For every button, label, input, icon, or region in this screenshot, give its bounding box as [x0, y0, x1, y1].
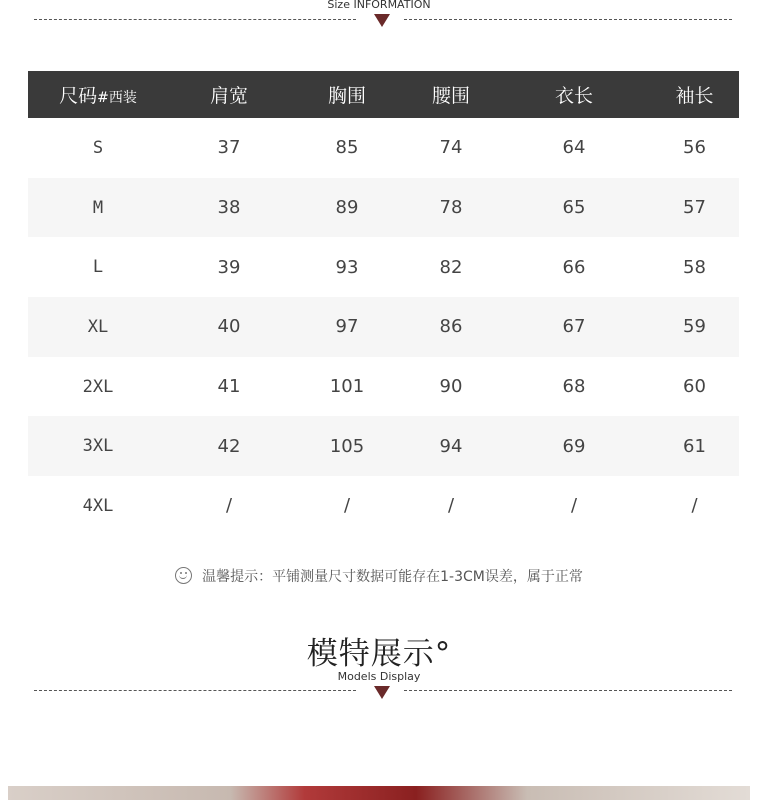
cell-size: M — [28, 178, 168, 238]
cell-shoulder: 38 — [168, 178, 290, 238]
size-info-header — [0, 0, 758, 30]
table-row — [28, 178, 739, 238]
divider-left — [34, 19, 356, 20]
cell-chest: 85 — [335, 137, 359, 159]
cell-shoulder: 42 — [168, 416, 290, 476]
size-info-subtitle: Size INFORMATION — [327, 0, 431, 11]
cell-size: S — [92, 137, 104, 158]
col-chest: 胸围 — [290, 71, 404, 118]
triangle-marker-icon — [374, 686, 390, 699]
smile-icon — [175, 567, 192, 584]
table-header-row — [28, 71, 739, 118]
cell-waist: 90 — [439, 376, 463, 398]
cell-sleeve: 59 — [650, 297, 739, 357]
cell-chest: 97 — [290, 297, 404, 357]
cell-length: 69 — [498, 416, 650, 476]
cell-length: 68 — [562, 376, 586, 398]
table-row — [28, 357, 739, 417]
cell-length: 65 — [498, 178, 650, 238]
cell-chest: 101 — [329, 376, 365, 398]
cell-waist: 94 — [404, 416, 498, 476]
cell-length: 67 — [498, 297, 650, 357]
models-title: 模特展示° — [306, 636, 452, 672]
cell-sleeve: 60 — [683, 376, 706, 398]
divider-right — [404, 690, 732, 691]
table-row — [28, 416, 739, 476]
cell-chest: 105 — [290, 416, 404, 476]
cell-sleeve: / — [691, 495, 698, 517]
divider-right — [404, 19, 732, 20]
model-photo — [8, 786, 750, 800]
cell-size: 4XL — [82, 495, 114, 516]
cell-waist: 78 — [404, 178, 498, 238]
measurement-note-text: 温馨提示：平铺测量尺寸数据可能存在1-3CM误差，属于正常 — [202, 569, 583, 585]
cell-length: 66 — [562, 256, 586, 278]
cell-shoulder: 37 — [217, 137, 241, 159]
cell-chest: 89 — [290, 178, 404, 238]
cell-sleeve: 58 — [683, 256, 706, 278]
cell-sleeve: 61 — [650, 416, 739, 476]
cell-waist: 74 — [439, 137, 463, 159]
cell-shoulder: 39 — [217, 256, 241, 278]
cell-shoulder: 40 — [168, 297, 290, 357]
table-row — [28, 118, 739, 178]
col-size — [28, 71, 168, 118]
cell-chest: / — [343, 495, 351, 517]
models-header — [0, 668, 758, 708]
size-table — [28, 71, 739, 536]
table-row — [28, 237, 739, 297]
table-row — [28, 476, 739, 536]
cell-shoulder: 41 — [217, 376, 241, 398]
cell-shoulder: / — [225, 495, 233, 517]
cell-length: / — [570, 495, 578, 517]
table-row — [28, 297, 739, 357]
cell-size: 2XL — [82, 376, 114, 397]
cell-size: XL — [28, 297, 168, 357]
triangle-marker-icon — [374, 14, 390, 27]
col-sleeve: 袖长 — [650, 71, 739, 118]
col-size-label: 尺码 — [59, 85, 98, 107]
cell-size: L — [92, 257, 104, 278]
col-shoulder: 肩宽 — [168, 71, 290, 118]
cell-size: 3XL — [28, 416, 168, 476]
cell-waist: 82 — [439, 256, 463, 278]
cell-sleeve: 56 — [683, 137, 706, 159]
cell-waist: / — [447, 495, 455, 517]
col-length: 衣长 — [498, 71, 650, 118]
col-waist: 腰围 — [404, 71, 498, 118]
measurement-note — [0, 566, 758, 586]
cell-sleeve: 57 — [650, 178, 739, 238]
divider-left — [34, 690, 356, 691]
cell-length: 64 — [562, 137, 586, 159]
cell-chest: 93 — [335, 256, 359, 278]
cell-waist: 86 — [404, 297, 498, 357]
col-size-sub: #西装 — [97, 90, 137, 106]
models-subtitle: Models Display — [337, 670, 421, 683]
